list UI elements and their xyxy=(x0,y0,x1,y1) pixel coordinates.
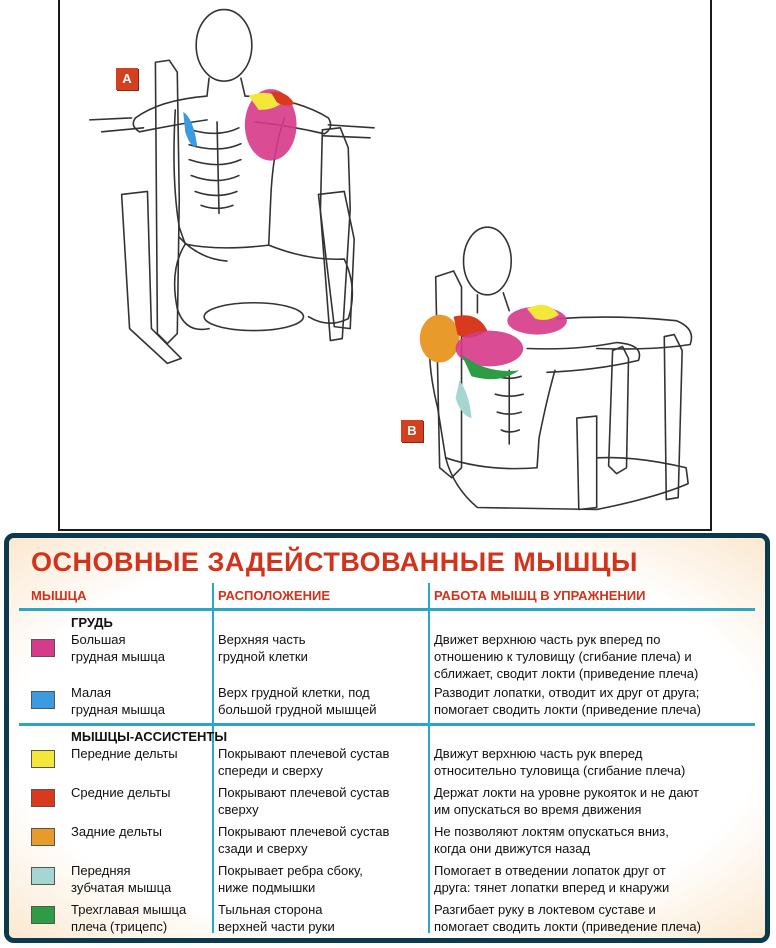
muscle-location: Тыльная сторона верхней части руки xyxy=(218,902,335,934)
color-swatch-pectoralis-minor xyxy=(31,691,55,709)
muscle-function: Помогает в отведении лопаток друг от друга: тянет лопатки вперед и кнаружи xyxy=(434,863,670,895)
muscle-function: Движут верхнюю часть рук вперед относительно туловища (сгибание плеча) xyxy=(434,746,686,778)
machine-fly-figures xyxy=(60,0,710,529)
muscle-function: Движет верхнюю часть рук вперед по отношению к туловищу (сгибание плеча) и сближает, сводит локти (приведение плеча) xyxy=(434,632,699,681)
header-function: РАБОТА МЫШЦ В УПРАЖНЕНИИ xyxy=(434,588,646,603)
color-swatch-pectoralis-major xyxy=(31,639,55,657)
muscle-function: Разгибает руку в локтевом суставе и помогает сводить локти (приведение плеча) xyxy=(434,902,701,934)
color-swatch-rear-delts xyxy=(31,828,55,846)
group-rule xyxy=(19,723,755,726)
header-muscle: МЫШЦА xyxy=(31,588,87,603)
muscle-location: Верх грудной клетки, под большой грудной мышцей xyxy=(218,685,377,717)
table-title: ОСНОВНЫЕ ЗАДЕЙСТВОВАННЫЕ МЫШЦЫ xyxy=(31,547,638,577)
muscle-name: Задние дельты xyxy=(71,824,162,839)
muscle-location: Покрывают плечевой сустав сзади и сверху xyxy=(218,824,390,856)
muscles-table-panel xyxy=(4,533,770,943)
color-swatch-front-delts xyxy=(31,750,55,768)
group-title-assistants: МЫШЦЫ-АССИСТЕНТЫ xyxy=(71,729,228,744)
muscle-location: Покрывают плечевой сустав спереди и сверху xyxy=(218,746,390,778)
header-rule xyxy=(19,608,755,611)
color-swatch-triceps xyxy=(31,906,55,924)
color-swatch-middle-delts xyxy=(31,789,55,807)
muscle-location: Верхняя часть грудной клетки xyxy=(218,632,308,664)
muscle-name: Передняя зубчатая мышца xyxy=(71,863,172,895)
muscle-location: Покрывает ребра сбоку, ниже подмышки xyxy=(218,863,363,895)
exercise-illustration xyxy=(58,0,712,531)
muscle-function: Держат локти на уровне рукояток и не дают им опускаться во время движения xyxy=(434,785,700,817)
muscle-name: Передние дельты xyxy=(71,746,178,761)
muscle-name: Средние дельты xyxy=(71,785,171,800)
color-swatch-serratus-anterior xyxy=(31,867,55,885)
muscle-function: Разводит лопатки, отводит их друг от друга; помогает сводить локти (приведение плеча) xyxy=(434,685,701,717)
label-a: A xyxy=(116,68,138,90)
header-location: РАСПОЛОЖЕНИЕ xyxy=(218,588,330,603)
muscle-location: Покрывают плечевой сустав сверху xyxy=(218,785,390,817)
muscle-name: Большая грудная мышца xyxy=(71,632,165,664)
group-title-chest: ГРУДЬ xyxy=(71,615,113,630)
muscle-name: Малая грудная мышца xyxy=(71,685,165,717)
muscle-function: Не позволяют локтям опускаться вниз, когда они движутся назад xyxy=(434,824,669,856)
muscle-name: Трехглавая мышца плеча (трицепс) xyxy=(71,902,187,934)
label-b: B xyxy=(401,420,423,442)
